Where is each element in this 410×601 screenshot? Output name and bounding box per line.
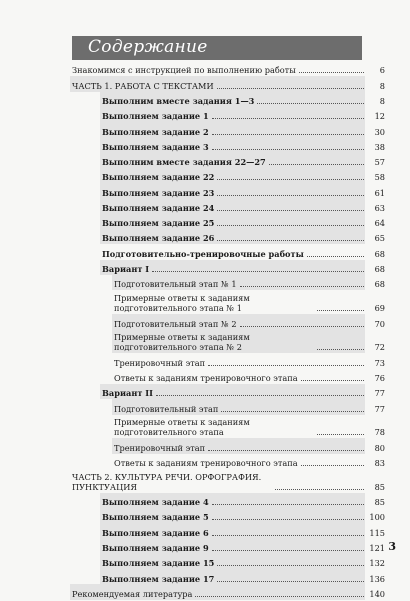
toc-entry-page: 80 bbox=[374, 442, 385, 453]
toc-entry bbox=[72, 570, 385, 583]
toc-entry-title: Выполняем задание 26 bbox=[102, 233, 215, 244]
dot-leader bbox=[156, 395, 364, 396]
toc-entry bbox=[72, 585, 385, 598]
toc-entry-title: Выполняем задание 5 bbox=[102, 512, 209, 523]
toc-entry-title: Рекомендуемая литература bbox=[72, 588, 193, 599]
toc-entry bbox=[72, 470, 385, 492]
dot-leader bbox=[299, 72, 364, 73]
toc-entry-page: 68 bbox=[374, 248, 385, 259]
toc-entry bbox=[72, 555, 385, 568]
toc-entry-title: ЧАСТЬ 2. КУЛЬТУРА РЕЧИ. ОРФОГРАФИЯ. ПУНКТУАЦИЯ bbox=[72, 471, 262, 492]
toc-entry-title: Подготовительный этап № 2 bbox=[114, 318, 237, 329]
toc-entry-title: Подготовительно-тренировочные работы bbox=[102, 248, 304, 259]
toc-entry bbox=[72, 77, 385, 90]
toc-entry-page: 12 bbox=[374, 111, 385, 122]
dot-leader bbox=[212, 134, 364, 135]
dot-leader bbox=[217, 240, 364, 241]
toc-entry-title: Выполняем задание 17 bbox=[102, 573, 215, 584]
toc-entry-page: 30 bbox=[374, 126, 385, 137]
dot-leader bbox=[217, 565, 364, 566]
toc-entry bbox=[72, 169, 385, 182]
dot-leader bbox=[195, 596, 364, 597]
toc-entry-title: Примерные ответы к заданиям подготовительного этапа bbox=[114, 417, 250, 438]
toc-entry-title: Выполняем задание 2 bbox=[102, 126, 209, 137]
toc-entry-page: 83 bbox=[374, 457, 385, 468]
toc-entry-page: 140 bbox=[369, 588, 385, 599]
dot-leader bbox=[221, 411, 364, 412]
toc-entry-page: 115 bbox=[369, 527, 385, 538]
dot-leader bbox=[307, 256, 364, 257]
dot-leader bbox=[208, 365, 364, 366]
toc-entry-title: Примерные ответы к заданиям подготовительного этапа № 2 bbox=[114, 332, 250, 353]
title-bar bbox=[72, 36, 362, 60]
toc-entry-page: 136 bbox=[369, 573, 385, 584]
toc-entry-title: ЧАСТЬ 1. РАБОТА С ТЕКСТАМИ bbox=[72, 80, 214, 91]
dot-leader bbox=[217, 225, 364, 226]
toc-entry bbox=[72, 330, 385, 352]
dot-leader bbox=[212, 118, 364, 119]
dot-leader bbox=[317, 434, 364, 435]
toc-entry-page: 76 bbox=[374, 372, 385, 383]
dot-leader bbox=[217, 179, 364, 180]
toc-entry bbox=[72, 439, 385, 452]
toc-entry bbox=[72, 354, 385, 367]
toc-entry-title: Выполняем задание 9 bbox=[102, 542, 209, 553]
toc-entry bbox=[72, 385, 385, 398]
toc-entry bbox=[72, 93, 385, 106]
toc-entry-page: 77 bbox=[374, 403, 385, 414]
dot-leader bbox=[240, 286, 364, 287]
toc-entry-page: 77 bbox=[374, 388, 385, 399]
toc-entry-title: Выполним вместе задания 1—3 bbox=[102, 95, 255, 106]
toc-entry-page: 57 bbox=[374, 157, 385, 168]
toc-entry-title: Выполняем задание 23 bbox=[102, 187, 215, 198]
dot-leader bbox=[217, 210, 364, 211]
toc-entry-title: Ответы к заданиям тренировочного этапа bbox=[114, 372, 298, 383]
toc-entry-title: Выполняем задание 6 bbox=[102, 527, 209, 538]
toc-entry-title: Подготовительный этап № 1 bbox=[114, 279, 237, 290]
toc-entry-title: Выполняем задание 25 bbox=[102, 218, 215, 229]
toc-entry bbox=[72, 200, 385, 213]
toc-entry-page: 68 bbox=[374, 264, 385, 275]
dot-leader bbox=[269, 164, 364, 165]
dot-leader bbox=[212, 535, 364, 536]
toc-entry-title: Тренировочный этап bbox=[114, 442, 206, 453]
toc-entry-title: Примерные ответы к заданиям подготовительного этапа № 1 bbox=[114, 293, 250, 314]
toc-entry bbox=[72, 455, 385, 468]
toc-entry-title: Ответы к заданиям тренировочного этапа bbox=[114, 457, 298, 468]
toc-entry bbox=[72, 184, 385, 197]
toc-entry bbox=[72, 215, 385, 228]
dot-leader bbox=[217, 581, 364, 582]
toc-entry-page: 78 bbox=[374, 427, 385, 438]
toc-entry-title: Вариант II bbox=[102, 388, 153, 399]
toc-entry bbox=[72, 370, 385, 383]
toc-entry-title: Выполняем задание 15 bbox=[102, 558, 215, 569]
toc-entry-title: Выполняем задание 24 bbox=[102, 202, 215, 213]
toc-entry-page: 100 bbox=[369, 512, 385, 523]
dot-leader bbox=[217, 195, 364, 196]
dot-leader bbox=[275, 489, 364, 490]
toc-entry-page: 8 bbox=[379, 80, 385, 91]
toc-entry-page: 64 bbox=[374, 218, 385, 229]
table-of-contents bbox=[72, 62, 385, 601]
toc-entry-page: 61 bbox=[374, 187, 385, 198]
dot-leader bbox=[212, 504, 364, 505]
toc-entry bbox=[72, 154, 385, 167]
toc-entry bbox=[72, 509, 385, 522]
toc-entry bbox=[72, 276, 385, 289]
toc-entry-page: 73 bbox=[374, 357, 385, 368]
toc-entry-page: 132 bbox=[369, 558, 385, 569]
toc-entry bbox=[72, 494, 385, 507]
dot-leader bbox=[212, 519, 364, 520]
toc-entry bbox=[72, 138, 385, 151]
toc-entry-title: Знакомимся с инструкцией по выполнению работы bbox=[72, 65, 296, 76]
toc-entry-title: Подготовительный этап bbox=[114, 403, 219, 414]
toc-entry-title: Выполняем задание 22 bbox=[102, 172, 215, 183]
dot-leader bbox=[301, 380, 364, 381]
page-number: 3 bbox=[388, 540, 396, 553]
toc-entry-page: 69 bbox=[374, 303, 385, 314]
dot-leader bbox=[212, 550, 364, 551]
toc-entry-page: 121 bbox=[369, 542, 385, 553]
toc-entry bbox=[72, 108, 385, 121]
toc-entry-title: Выполним вместе задания 22—27 bbox=[102, 157, 266, 168]
dot-leader bbox=[257, 103, 364, 104]
toc-entry-page: 6 bbox=[379, 65, 385, 76]
toc-entry-page: 65 bbox=[374, 233, 385, 244]
toc-entry bbox=[72, 261, 385, 274]
toc-entry-page: 58 bbox=[374, 172, 385, 183]
toc-entry-page: 38 bbox=[374, 141, 385, 152]
dot-leader bbox=[152, 271, 364, 272]
dot-leader bbox=[317, 310, 364, 311]
toc-entry-title: Выполняем задание 3 bbox=[102, 141, 209, 152]
dot-leader bbox=[240, 326, 364, 327]
toc-entry-title: Выполняем задание 1 bbox=[102, 111, 209, 122]
toc-entry bbox=[72, 123, 385, 136]
dot-leader bbox=[317, 349, 364, 350]
toc-entry-title: Тренировочный этап bbox=[114, 357, 206, 368]
toc-entry bbox=[72, 524, 385, 537]
toc-entry bbox=[72, 291, 385, 313]
toc-entry-page: 68 bbox=[374, 279, 385, 290]
toc-entry bbox=[72, 230, 385, 243]
toc-entry bbox=[72, 540, 385, 553]
dot-leader bbox=[212, 149, 364, 150]
toc-entry bbox=[72, 245, 385, 258]
toc-entry bbox=[72, 415, 385, 437]
toc-entry-page: 85 bbox=[374, 481, 385, 492]
toc-entry-page: 63 bbox=[374, 202, 385, 213]
toc-entry bbox=[72, 62, 385, 75]
dot-leader bbox=[208, 450, 364, 451]
toc-entry-title: Вариант I bbox=[102, 264, 150, 275]
toc-entry-page: 8 bbox=[379, 95, 385, 106]
toc-entry-page: 72 bbox=[374, 342, 385, 353]
dot-leader bbox=[301, 465, 364, 466]
page-title: Содержание bbox=[88, 37, 208, 57]
toc-entry bbox=[72, 400, 385, 413]
toc-entry bbox=[72, 315, 385, 328]
dot-leader bbox=[217, 88, 364, 89]
toc-entry-title: Выполняем задание 4 bbox=[102, 497, 209, 508]
toc-entry-page: 70 bbox=[374, 318, 385, 329]
toc-entry-page: 85 bbox=[374, 497, 385, 508]
